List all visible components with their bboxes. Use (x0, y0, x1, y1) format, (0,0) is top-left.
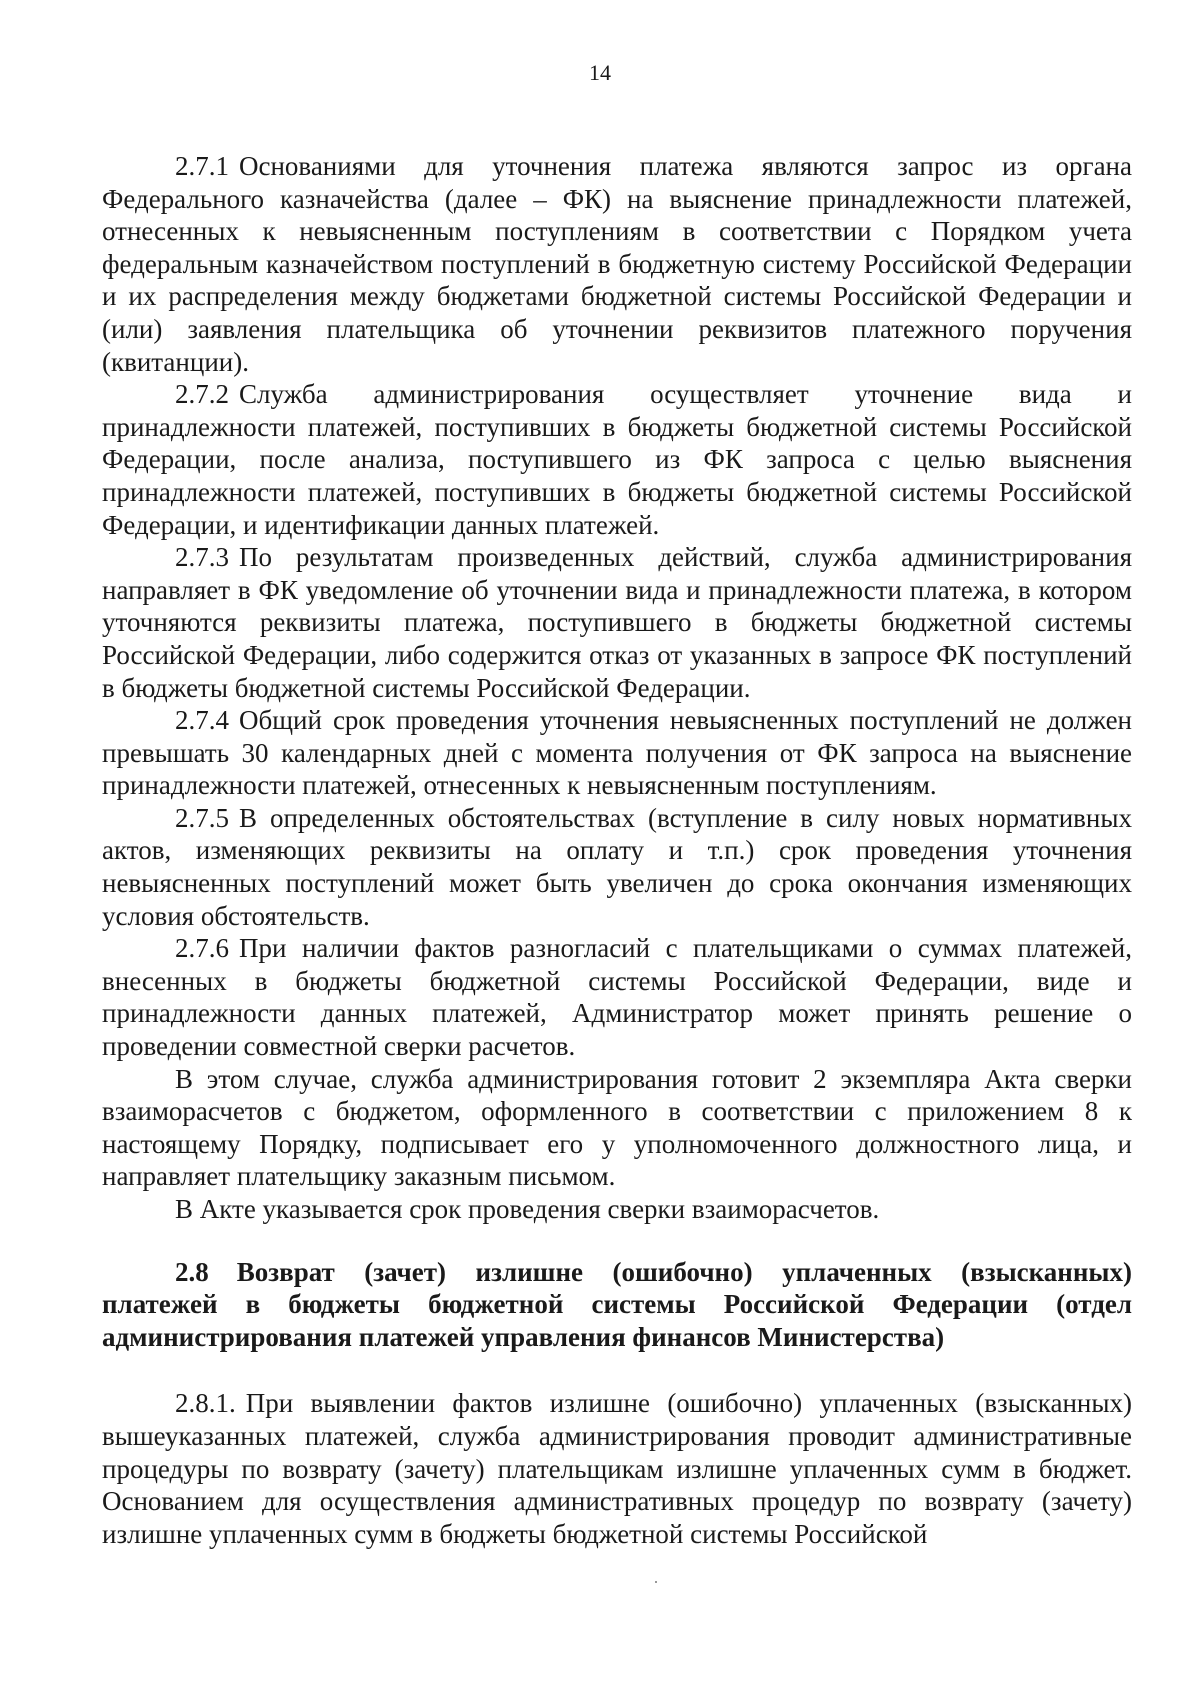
paragraph-text: Служба администрирования осуществляет уточнение вида и принадлежности платежей, поступивших в бюджеты бюджетной системы Российской Федерации, после анализа, поступившего из ФК запроса с целью выяснения принадлежности платежей, поступивших в бюджеты бюджетной системы Российской Федерации, и идентификации данных платежей. (102, 379, 1132, 540)
paragraph-act-term (102, 1193, 1132, 1226)
section-number: 2.8 (175, 1256, 209, 1287)
section-heading-2-8 (102, 1256, 1132, 1354)
paragraph-number: 2.8.1. (175, 1388, 236, 1419)
document-body (102, 150, 1132, 1550)
paragraph-number: 2.7.4 (175, 705, 229, 736)
paragraph-reconciliation-act (102, 1063, 1132, 1193)
paragraph-text: При выявлении фактов излишне (ошибочно) уплаченных (взысканных) вышеуказанных платежей, служба администрирования проводит административные процедуры по возврату (зачету) плательщикам излишне уплаченных сумм в бюджет. Основанием для осуществления административных процедур по возврату (зачету) излишне уплаченных сумм в бюджеты бюджетной системы Российской (102, 1388, 1132, 1549)
paragraph-number: 2.7.3 (175, 542, 229, 573)
page-number: 14 (589, 60, 611, 85)
paragraph-number: 2.7.1 (175, 151, 229, 181)
paragraph-text: В этом случае, служба администрирования готовит 2 экземпляра Акта сверки взаиморасчетов с бюджетом, оформленного в соответствии с приложением 8 к настоящему Порядку, подписывает его у уполномоченного должностного лица, и направляет плательщику заказным письмом. (102, 1063, 1132, 1192)
paragraph-number: 2.7.6 (175, 933, 229, 964)
scan-speck (655, 1581, 657, 1583)
paragraph-text: Общий срок проведения уточнения невыясненных поступлений не должен превышать 30 календарных дней с момента получения от ФК запроса на выяснение принадлежности платежей, отнесенных к невыясненным поступлениям. (102, 705, 1132, 801)
paragraph-2-7-4 (102, 704, 1132, 802)
paragraph-text: В Акте указывается срок проведения сверки взаиморасчетов. (175, 1194, 880, 1224)
paragraph-2-7-2 (102, 378, 1132, 541)
paragraph-2-7-6 (102, 932, 1132, 1062)
paragraph-2-8-1 (102, 1387, 1132, 1550)
paragraph-number: 2.7.5 (175, 802, 229, 833)
paragraph-text: В определенных обстоятельствах (вступление в силу новых нормативных актов, изменяющих реквизиты на оплату и т.п.) срок проведения уточнения невыясненных поступлений может быть увеличен до срока окончания изменяющих условия обстоятельств. (102, 802, 1132, 931)
paragraph-number: 2.7.2 (175, 379, 229, 410)
paragraph-text: По результатам произведенных действий, служба администрирования направляет в ФК уведомление об уточнении вида и принадлежности платежа, в котором уточняются реквизиты платежа, поступившего в бюджеты бюджетной системы Российской Федерации, либо содержится отказ от указанных в запросе ФК поступлений в бюджеты бюджетной системы Российской Федерации. (102, 542, 1132, 703)
paragraph-2-7-3 (102, 541, 1132, 704)
section-title: Возврат (зачет) излишне (ошибочно) уплаченных (взысканных) платежей в бюджеты бюджетной системы Российской Федерации (отдел администрирования платежей управления финансов Министерства) (102, 1256, 1132, 1352)
paragraph-text: При наличии фактов разногласий с плательщиками о суммах платежей, внесенных в бюджеты бюджетной системы Российской Федерации, виде и принадлежности данных платежей, Администратор может принять решение о проведении совместной сверки расчетов. (102, 933, 1132, 1062)
paragraph-2-7-5 (102, 802, 1132, 932)
paragraph-2-7-1 (102, 150, 1132, 378)
paragraph-text: Основаниями для уточнения платежа являются запрос из органа Федерального казначейства (далее – ФК) на выяснение принадлежности платежей, отнесенных к невыясненным поступлениям в соответствии с Порядком учета федеральным казначейством поступлений в бюджетную систему Российской Федерации и их распределения между бюджетами бюджетной системы Российской Федерации и (или) заявления плательщика об уточнении реквизитов платежного поручения (квитанции). (102, 151, 1132, 377)
